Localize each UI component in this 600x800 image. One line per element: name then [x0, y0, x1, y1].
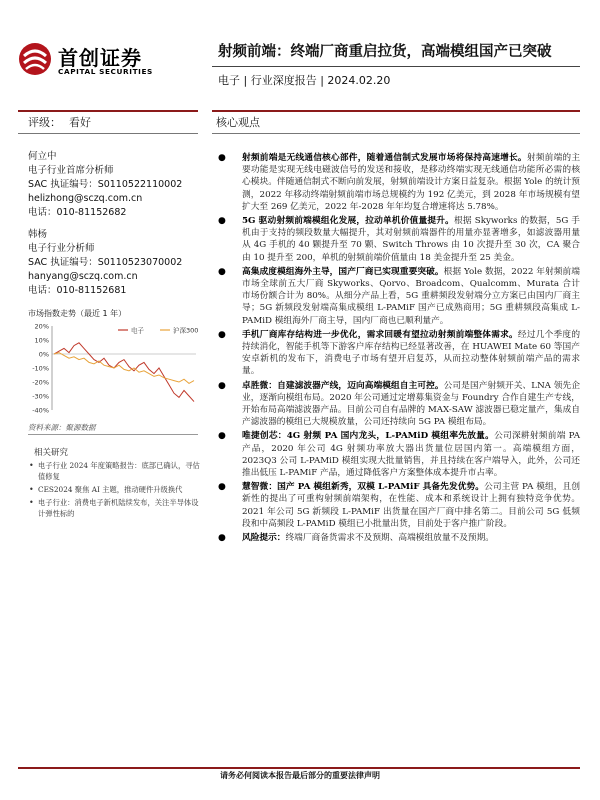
related-research-title: 相关研究: [34, 448, 69, 458]
core-views-list: [216, 152, 580, 546]
right-section-rule: [212, 133, 580, 134]
header-divider: [212, 66, 580, 67]
related-research-item[interactable]: • 电子行业 2024 年度策略报告：底部已确认，寻估值修复: [28, 460, 200, 482]
analyst-cert: SAC 执证编号：S0110523070002: [28, 257, 183, 268]
market-chart-title: 市场指数走势（最近 1 年）: [28, 309, 127, 318]
core-view-item: [216, 266, 580, 327]
report-title: 射频前端：终端厂商重启拉货，高端模组国产已突破: [218, 44, 552, 60]
related-research-item[interactable]: • CES2024 聚焦 AI 主题，推动硬件升级换代: [28, 484, 200, 495]
analyst-phone: 电话：010-81152681: [28, 285, 127, 296]
left-section-rule: [18, 133, 198, 134]
core-view-item: [216, 152, 580, 213]
chart-source: 资料来源：聚源数据: [28, 423, 96, 432]
y-tick-label: 10%: [34, 336, 49, 345]
brand-name-cn: 首创证券: [58, 46, 142, 70]
core-view-body: 根据 Skyworks 的数据，5G 手机由于支持的频段数量大幅提升，其对射频前端器件的用量亦显著增多，如滤波器用量从 4G 手机的 40 颗提升至 70 颗、Switch Throws 由 10 次提升至 30 次，CA 聚合由 10 提升至 200，单机的射频前端价值量由 18 美金提升至 25 美金。: [242, 216, 580, 263]
core-view-heading: 手机厂商库存结构进一步优化，需求回暖有望拉动射频前端整体需求。: [242, 329, 518, 340]
y-tick-label: -10%: [32, 364, 49, 373]
core-views-title: 核心观点: [216, 116, 260, 129]
legal-footer: 请务必何阅读本报告最后部分的重要法律声明: [220, 771, 380, 780]
legend-label: 沪深300: [173, 326, 199, 335]
series-line-electronics: [54, 343, 194, 402]
analyst-card: [28, 150, 182, 220]
market-index-chart: [28, 322, 200, 418]
right-top-rule: [212, 110, 580, 112]
report-subline: 电子 | 行业深度报告 | 2024.02.20: [218, 74, 391, 87]
y-tick-label: -40%: [32, 406, 49, 415]
analyst-cert: SAC 执证编号：S0110522110002: [28, 179, 183, 190]
y-tick-label: 0%: [38, 350, 49, 359]
core-view-heading: 射频前端是无线通信核心部件，随着通信制式发展市场将保持高速增长。: [242, 153, 527, 163]
footer-rule: [18, 767, 580, 769]
related-research-item[interactable]: • 电子行业：消费电子新机陆续发布，关注半导体设计弹性标的: [28, 497, 200, 519]
core-view-body: 公司主营 PA 模组，且创新性的提出了可重构射频前端架构，在性能、成本和系统设计上拥有独特竞争优势。2021 年公司 5G 新频段 L-PAMiF 出货量在国产厂商中排名第二。目前公司 5G 低频段和中高频段 L-PAMiD 模组已小批量出货，目前处于客户推广阶段。: [242, 482, 581, 529]
analyst-card: [28, 228, 182, 298]
core-view-item: [216, 380, 580, 429]
core-view-body: 公司是国产射频开关、LNA 领先企业，逐渐向模组布局。2020 年公司通过定增募集资金与 Foundry 合作自建生产专线，开始布局高端滤波器产品。目前公司自有品牌的 MAX-SAW 滤波器已稳定量产，集成自产滤波器的模组已大规模放量，公司还持续向 5G PA 模组布局。: [242, 380, 581, 428]
analyst-name: 何立中: [28, 151, 57, 162]
core-view-item: [216, 215, 580, 264]
core-view-item: [216, 532, 580, 544]
left-top-rule: [18, 110, 198, 112]
core-view-heading: 唯捷创芯：4G 射频 PA 国内龙头，L-PAMiD 模组率先放量。: [242, 431, 495, 442]
core-view-heading: 慧智微：国产 PA 模组新秀，双模 L-PAMiF 具备先发优势。: [242, 482, 485, 493]
rating-label: 评级：: [28, 116, 61, 129]
core-view-body: 公司深耕射频前端 PA 产品，2020 年公司 4G 射频功率放大器出货量位居国内第一。高端模组方面，2023Q3 公司 L-PAMiD 模组实现大批量销售，并且持续在客户端导入，此外，公司还推出低压 L-PAMiF 产品，通过降低客户方案整体成本提升市占率。: [242, 431, 580, 479]
core-view-heading: 高集成度模组海外主导，国产厂商已实现重要突破。: [242, 266, 444, 277]
analyst-email[interactable]: helizhong@sczq.com.cn: [28, 193, 143, 204]
core-view-item: [216, 329, 580, 378]
core-view-body: 射频前端的主要功能是实现无线电磁波信号的发送和接收，是移动终端实现无线通信功能所必需的核心模块。伴随通信制式不断向前发展，射频前端设计方案日益复杂。根据 Yole 的统计预测，2022 年移动终端射频前端市场总规模约为 192 亿美元，到 2028 年市场规模有望扩大至 269 亿美元，2022 年-2028 年年均复合增速将达 5.78%。: [242, 153, 581, 212]
source-divider: [28, 434, 198, 435]
related-research-list: [28, 460, 200, 521]
analyst-role: 电子行业分析师: [28, 243, 95, 254]
core-view-body: 经过几个季度的持续消化，智能手机等下游客户库存结构已经显著改善，在 HUAWEI Mate 60 等国产安卓新机的发布下，消费电子市场有望开启复苏，从而拉动整体射频前端产品的需求量。: [242, 329, 581, 377]
analyst-email[interactable]: hanyang@sczq.com.cn: [28, 271, 138, 282]
brand-name-en: CAPITAL SECURITIES: [58, 67, 153, 76]
y-tick-label: -20%: [32, 378, 49, 387]
core-view-body: 根据 Yole 数据，2022 年射频前端市场全球前五大厂商 Skyworks、Qorvo、Broadcom、Qualcomm、Murata 合计市场份额合计为 80%。从细分产品上看，5G 重耕频段发射端分立方案已由国内厂商主导；5G 新频段发射端高集成模组 L-PAMiF 国产已成熟商用；5G 重耕频段高集成 L-PAMiD 模组海外厂商主导，国内厂商也已顺利量产。: [242, 266, 580, 326]
core-view-heading: 5G 驱动射频前端模组化发展，拉动单机价值量提升。: [242, 216, 455, 227]
y-tick-label: 20%: [34, 322, 49, 331]
capital-securities-logo-icon: [18, 42, 52, 76]
risk-heading: 风险提示：: [242, 533, 286, 544]
rating: [28, 114, 91, 130]
series-line-csi300: [54, 353, 194, 384]
risk-body: 终端厂商备货需求不及预期、高端模组放量不及预期。: [285, 533, 494, 544]
core-view-item: [216, 481, 580, 530]
analyst-role: 电子行业首席分析师: [28, 165, 114, 176]
analyst-phone: 电话：010-81152682: [28, 207, 127, 218]
y-tick-label: -30%: [32, 392, 49, 401]
core-view-heading: 卓胜微：自建滤波器产线，迈向高端模组自主可控。: [242, 380, 444, 391]
rating-value: 看好: [69, 116, 91, 129]
company-logo: [18, 40, 198, 80]
core-view-item: [216, 430, 580, 479]
legend-label: 电子: [131, 326, 144, 335]
analyst-name: 韩杨: [28, 229, 48, 240]
